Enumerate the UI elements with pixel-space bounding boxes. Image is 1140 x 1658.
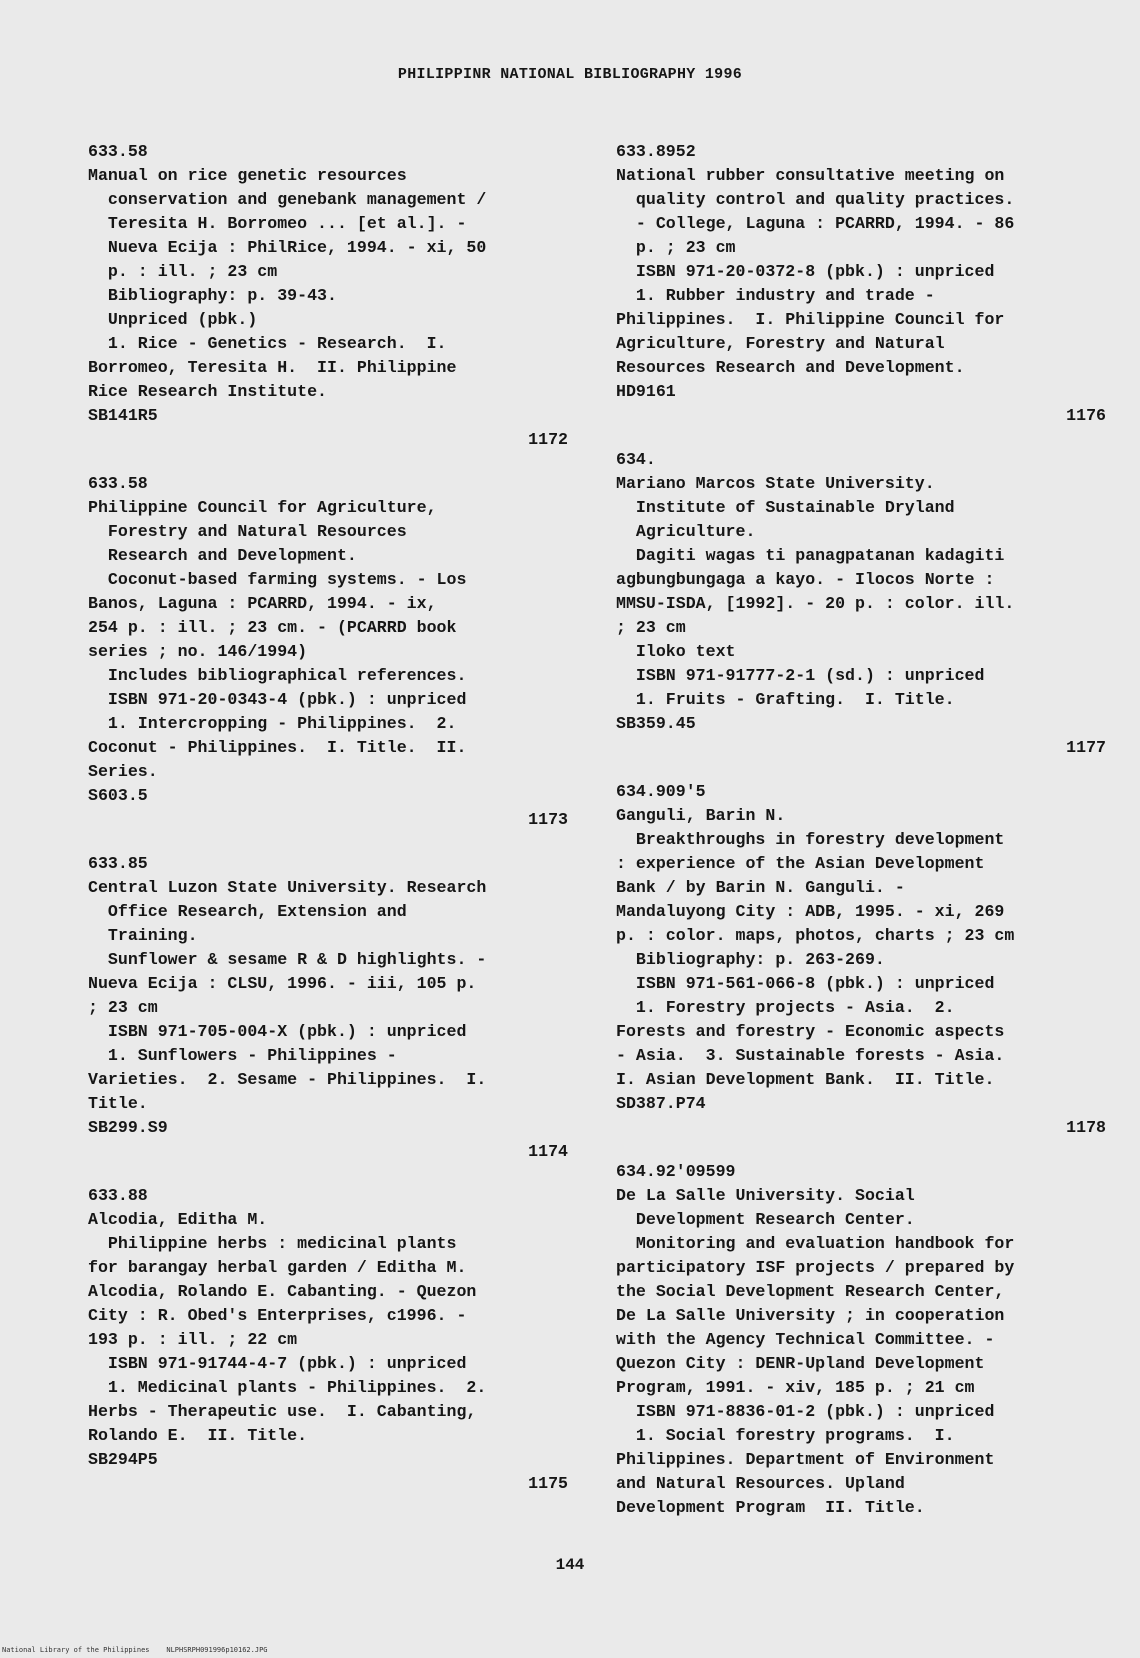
scan-caption: National Library of the Philippines NLPHSRPH091996p10162.JPG <box>2 1646 268 1654</box>
entry-line: SB299.S9 <box>88 1118 168 1137</box>
call-number: 633.85 <box>88 854 148 873</box>
entry-number: 1173 <box>528 810 568 829</box>
entry-line: p. : color. maps, photos, charts ; 23 cm <box>616 926 1015 945</box>
entry-line: De La Salle University ; in cooperation <box>616 1306 1005 1325</box>
entry-line: conservation and genebank management / <box>88 190 487 209</box>
entry-line: Teresita H. Borromeo ... [et al.]. - <box>88 214 467 233</box>
bibliography-entry <box>616 1160 1106 1520</box>
entry-line: Includes bibliographical references. <box>88 666 467 685</box>
entry-line: Ganguli, Barin N. <box>616 806 786 825</box>
page-header: PHILIPPINR NATIONAL BIBLIOGRAPHY 1996 <box>397 66 743 83</box>
entry-line: Breakthroughs in forestry development <box>616 830 1005 849</box>
call-number: 634.92'09599 <box>616 1162 736 1181</box>
bibliography-entry <box>88 852 568 1164</box>
entry-line: Philippine herbs : medicinal plants <box>88 1234 457 1253</box>
entry-line: Forestry and Natural Resources <box>88 522 407 541</box>
entry-line: Unpriced (pbk.) <box>88 310 258 329</box>
bibliography-entry <box>88 472 568 832</box>
entry-line: Agriculture. <box>616 522 756 541</box>
bibliography-entry <box>616 780 1106 1140</box>
entry-line: Agriculture, Forestry and Natural <box>616 334 945 353</box>
left-column <box>88 140 568 1516</box>
entry-number: 1176 <box>1066 406 1106 425</box>
entry-line: Mariano Marcos State University. <box>616 474 935 493</box>
entry-number: 1175 <box>528 1474 568 1493</box>
entry-line: Varieties. 2. Sesame - Philippines. I. <box>88 1070 487 1089</box>
entry-line: Manual on rice genetic resources <box>88 166 407 185</box>
entry-line: ISBN 971-20-0343-4 (pbk.) : unpriced <box>88 690 467 709</box>
entry-line: 1. Sunflowers - Philippines - <box>88 1046 397 1065</box>
entry-line: series ; no. 146/1994) <box>88 642 308 661</box>
entry-line: ISBN 971-91777-2-1 (sd.) : unpriced <box>616 666 985 685</box>
entry-line: Development Program II. Title. <box>616 1498 925 1517</box>
call-number: 633.58 <box>88 142 148 161</box>
entry-line: Coconut - Philippines. I. Title. II. <box>88 738 467 757</box>
entry-line: - College, Laguna : PCARRD, 1994. - 86 <box>616 214 1015 233</box>
bibliography-entry <box>88 1184 568 1496</box>
entry-number: 1174 <box>528 1142 568 1161</box>
entry-line: 1. Medicinal plants - Philippines. 2. <box>88 1378 487 1397</box>
entry-line: Philippines. Department of Environment <box>616 1450 995 1469</box>
entry-line: City : R. Obed's Enterprises, c1996. - <box>88 1306 467 1325</box>
entry-line: ISBN 971-20-0372-8 (pbk.) : unpriced <box>616 262 995 281</box>
entry-line: 1. Social forestry programs. I. <box>616 1426 955 1445</box>
entry-line: Resources Research and Development. <box>616 358 965 377</box>
entry-line: Iloko text <box>616 642 736 661</box>
entry-line: p. : ill. ; 23 cm <box>88 262 278 281</box>
entry-line: ISBN 971-705-004-X (pbk.) : unpriced <box>88 1022 467 1041</box>
right-column <box>616 140 1106 1540</box>
entry-line: 193 p. : ill. ; 22 cm <box>88 1330 298 1349</box>
entry-line: ; 23 cm <box>88 998 158 1017</box>
page-number: 144 <box>555 1556 585 1574</box>
entry-line: Philippines. I. Philippine Council for <box>616 310 1005 329</box>
entry-line: and Natural Resources. Upland <box>616 1474 905 1493</box>
entry-line: agbungbungaga a kayo. - Ilocos Norte : <box>616 570 995 589</box>
entry-line: 1. Intercropping - Philippines. 2. <box>88 714 457 733</box>
entry-line: SB294P5 <box>88 1450 158 1469</box>
entry-line: Borromeo, Teresita H. II. Philippine <box>88 358 457 377</box>
entry-line: I. Asian Development Bank. II. Title. <box>616 1070 995 1089</box>
entry-line: MMSU-ISDA, [1992]. - 20 p. : color. ill. <box>616 594 1015 613</box>
entry-number: 1172 <box>528 430 568 449</box>
entry-line: Office Research, Extension and <box>88 902 407 921</box>
entry-line: Rolando E. II. Title. <box>88 1426 308 1445</box>
entry-line: Series. <box>88 762 158 781</box>
entry-line: HD9161 <box>616 382 676 401</box>
entry-line: Training. <box>88 926 198 945</box>
entry-line: 1. Forestry projects - Asia. 2. <box>616 998 955 1017</box>
entry-line: Alcodia, Editha M. <box>88 1210 268 1229</box>
entry-line: participatory ISF projects / prepared by <box>616 1258 1015 1277</box>
bibliography-entry <box>88 140 568 452</box>
bibliography-entry <box>616 140 1106 428</box>
call-number: 633.8952 <box>616 142 696 161</box>
bibliography-entry <box>616 448 1106 760</box>
call-number: 634.909'5 <box>616 782 706 801</box>
call-number: 633.58 <box>88 474 148 493</box>
entry-line: Banos, Laguna : PCARRD, 1994. - ix, <box>88 594 437 613</box>
entry-line: for barangay herbal garden / Editha M. <box>88 1258 467 1277</box>
entry-line: Forests and forestry - Economic aspects <box>616 1022 1005 1041</box>
entry-line: ; 23 cm <box>616 618 686 637</box>
entry-line: ISBN 971-8836-01-2 (pbk.) : unpriced <box>616 1402 995 1421</box>
entry-line: Research and Development. <box>88 546 357 565</box>
entry-line: Nueva Ecija : PhilRice, 1994. - xi, 50 <box>88 238 487 257</box>
entry-line: National rubber consultative meeting on <box>616 166 1005 185</box>
entry-line: Alcodia, Rolando E. Cabanting. - Quezon <box>88 1282 477 1301</box>
entry-line: : experience of the Asian Development <box>616 854 985 873</box>
entry-line: Program, 1991. - xiv, 185 p. ; 21 cm <box>616 1378 975 1397</box>
entry-line: with the Agency Technical Committee. - <box>616 1330 995 1349</box>
entry-line: 1. Rice - Genetics - Research. I. <box>88 334 447 353</box>
entry-line: 1. Rubber industry and trade - <box>616 286 935 305</box>
entry-line: Central Luzon State University. Research <box>88 878 487 897</box>
entry-line: Sunflower & sesame R & D highlights. - <box>88 950 487 969</box>
entry-line: 1. Fruits - Grafting. I. Title. <box>616 690 955 709</box>
entry-line: ISBN 971-91744-4-7 (pbk.) : unpriced <box>88 1354 467 1373</box>
entry-line: quality control and quality practices. <box>616 190 1015 209</box>
entry-line: SD387.P74 <box>616 1094 706 1113</box>
entry-line: SB141R5 <box>88 406 158 425</box>
entry-line: Herbs - Therapeutic use. I. Cabanting, <box>88 1402 477 1421</box>
entry-line: Title. <box>88 1094 148 1113</box>
entry-line: Monitoring and evaluation handbook for <box>616 1234 1015 1253</box>
entry-line: Mandaluyong City : ADB, 1995. - xi, 269 <box>616 902 1005 921</box>
entry-line: Quezon City : DENR-Upland Development <box>616 1354 985 1373</box>
entry-line: Philippine Council for Agriculture, <box>88 498 437 517</box>
entry-number: 1178 <box>1066 1118 1106 1137</box>
entry-line: - Asia. 3. Sustainable forests - Asia. <box>616 1046 1005 1065</box>
entry-line: Coconut-based farming systems. - Los <box>88 570 467 589</box>
entry-line: Bibliography: p. 263-269. <box>616 950 885 969</box>
entry-line: Development Research Center. <box>616 1210 915 1229</box>
entry-number: 1177 <box>1066 738 1106 757</box>
entry-line: De La Salle University. Social <box>616 1186 915 1205</box>
entry-line: the Social Development Research Center, <box>616 1282 1005 1301</box>
entry-line: Bibliography: p. 39-43. <box>88 286 337 305</box>
entry-line: 254 p. : ill. ; 23 cm. - (PCARRD book <box>88 618 457 637</box>
entry-line: ISBN 971-561-066-8 (pbk.) : unpriced <box>616 974 995 993</box>
entry-line: Bank / by Barin N. Ganguli. - <box>616 878 905 897</box>
entry-line: p. ; 23 cm <box>616 238 736 257</box>
entry-line: Rice Research Institute. <box>88 382 327 401</box>
entry-line: Nueva Ecija : CLSU, 1996. - iii, 105 p. <box>88 974 477 993</box>
entry-line: SB359.45 <box>616 714 696 733</box>
entry-line: Institute of Sustainable Dryland <box>616 498 955 517</box>
call-number: 633.88 <box>88 1186 148 1205</box>
entry-line: S603.5 <box>88 786 148 805</box>
entry-line: Dagiti wagas ti panagpatanan kadagiti <box>616 546 1005 565</box>
call-number: 634. <box>616 450 656 469</box>
